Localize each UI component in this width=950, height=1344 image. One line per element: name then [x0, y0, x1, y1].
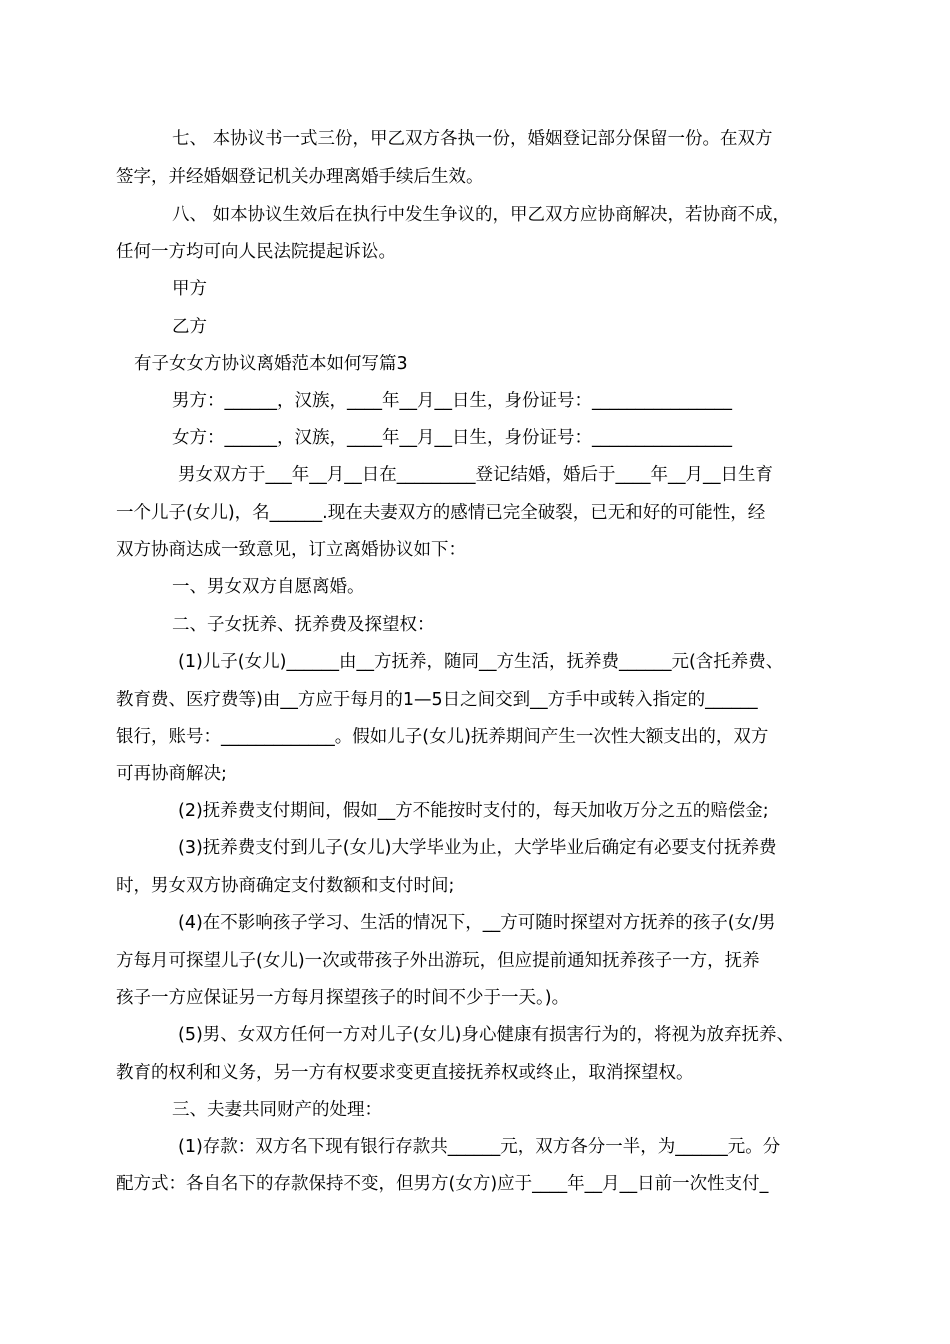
item-2-line-1: (2)抚养费支付期间，假如__方不能按时支付的，每天加收万分之五的赔偿金; — [178, 801, 769, 821]
clause-two-heading: 二、子女抚养、抚养费及探望权： — [172, 615, 435, 635]
party-b-label: 乙方 — [172, 317, 207, 337]
marriage-paragraph-line-2: 一个儿子(女儿)，名______.现在夫妻双方的感情已完全破裂，已无和好的可能性，经 — [116, 503, 766, 523]
clause-three-heading: 三、夫妻共同财产的处理： — [172, 1100, 382, 1120]
item-1-line-3: 银行，账号：_____________。假如儿子(女儿)抚养期间产生一次性大额支出的，双方 — [116, 727, 769, 747]
man-info-line: 男方：______，汉族，____年__月__日生，身份证号：________________ — [172, 391, 732, 411]
party-a-label: 甲方 — [172, 279, 207, 299]
item-5-line-2: 教育的权利和义务，另一方有权要求变更直接抚养权或终止，取消探望权。 — [116, 1063, 694, 1083]
paragraph-eight-line-2: 任何一方均可向人民法院提起诉讼。 — [116, 242, 396, 262]
deposit-line-2: 配方式：各自名下的存款保持不变，但男方(女方)应于____年__月__日前一次性支付_ — [116, 1174, 769, 1194]
deposit-line-1: (1)存款：双方名下现有银行存款共______元，双方各分一半，为______元。分 — [178, 1137, 781, 1157]
paragraph-seven-line-1: 七、 本协议书一式三份，甲乙双方各执一份，婚姻登记部分保留一份。在双方 — [172, 129, 773, 149]
clause-one: 一、男女双方自愿离婚。 — [172, 577, 365, 597]
marriage-paragraph-line-1: 男女双方于___年__月__日在_________登记结婚，婚后于____年__月__日生育 — [178, 465, 773, 485]
item-4-line-1: (4)在不影响孩子学习、生活的情况下，__方可随时探望对方抚养的孩子(女/男 — [178, 913, 776, 933]
item-5-line-1: (5)男、女双方任何一方对儿子(女儿)身心健康有损害行为的，将视为放弃抚养、 — [178, 1025, 794, 1045]
item-4-line-2: 方每月可探望儿子(女儿)一次或带孩子外出游玩，但应提前通知抚养孩子一方，抚养 — [116, 951, 760, 971]
item-4-line-3: 孩子一方应保证另一方每月探望孩子的时间不少于一天。)。 — [116, 988, 570, 1008]
marriage-paragraph-line-3: 双方协商达成一致意见，订立离婚协议如下： — [116, 540, 466, 560]
section-title: 有子女女方协议离婚范本如何写篇3 — [134, 354, 408, 374]
item-3-line-2: 时，男女双方协商确定支付数额和支付时间; — [116, 876, 455, 896]
item-1-line-1: (1)儿子(女儿)______由__方抚养，随同__方生活，抚养费______元(含托养费、 — [178, 652, 784, 672]
woman-info-line: 女方：______，汉族，____年__月__日生，身份证号：________________ — [172, 428, 732, 448]
paragraph-eight-line-1: 八、 如本协议生效后在执行中发生争议的，甲乙双方应协商解决，若协商不成， — [172, 205, 791, 225]
item-1-line-2: 教育费、医疗费等)由__方应于每月的1—5日之间交到__方手中或转入指定的______ — [116, 690, 758, 710]
item-1-line-4: 可再协商解决; — [116, 764, 227, 784]
item-3-line-1: (3)抚养费支付到儿子(女儿)大学毕业为止，大学毕业后确定有必要支付抚养费 — [178, 838, 777, 858]
paragraph-seven-line-2: 签字，并经婚姻登记机关办理离婚手续后生效。 — [116, 167, 484, 187]
